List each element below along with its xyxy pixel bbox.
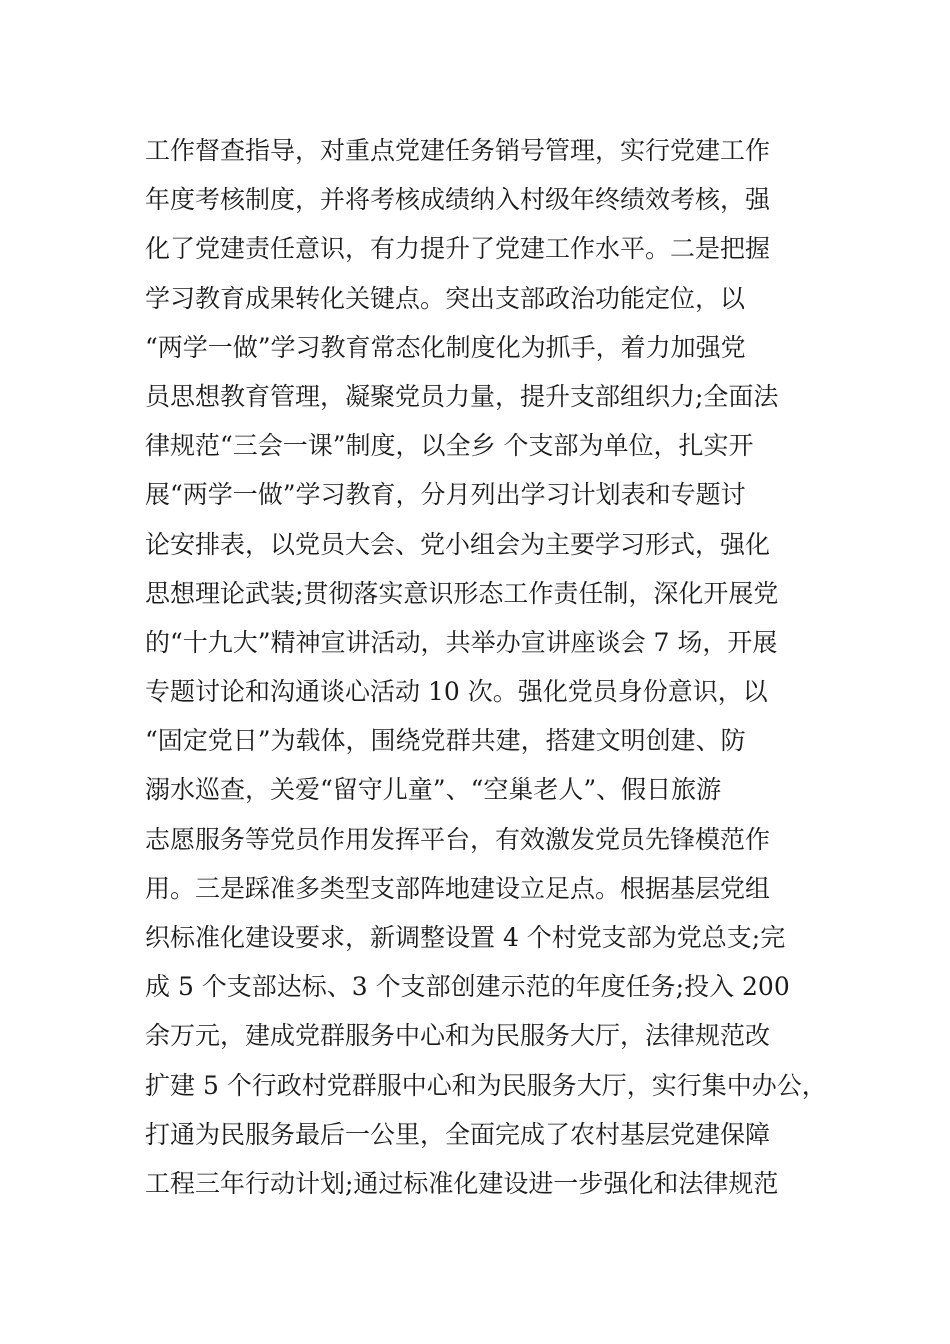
text-line: 成 5 个支部达标、3 个支部创建示范的年度任务;投入 200 <box>145 972 790 1002</box>
text-line: 志愿服务等党员作用发挥平台，有效激发党员先锋模范作 <box>145 824 771 854</box>
text-line: 工程三年行动计划;通过标准化建设进一步强化和法律规范 <box>145 1168 779 1198</box>
text-line: 展“两学一做”学习教育，分月列出学习计划表和专题讨 <box>145 480 746 510</box>
body-paragraph <box>145 126 845 1208</box>
text-line: 律规范“三会一课”制度，以全乡 个支部为单位，扎实开 <box>145 431 754 461</box>
text-line: 的“十九大”精神宣讲活动，共举办宣讲座谈会 7 场，开展 <box>145 627 778 657</box>
text-line: 思想理论武装;贯彻落实意识形态工作责任制，深化开展党 <box>145 578 779 608</box>
text-line: 工作督查指导，对重点党建任务销号管理，实行党建工作 <box>145 136 771 165</box>
text-line: 论安排表，以党员大会、党小组会为主要学习形式，强化 <box>145 529 771 559</box>
text-line: 化了党建责任意识，有力提升了党建工作水平。二是把握 <box>145 234 771 264</box>
text-line: 专题讨论和沟通谈心活动 10 次。强化党员身份意识，以 <box>145 677 768 707</box>
text-line: “两学一做”学习教育常态化制度化为抓手，着力加强党 <box>145 332 746 362</box>
text-line: 溺水巡查，关爱“留守儿童”、“空巢老人”、假日旅游 <box>145 775 722 805</box>
text-line: 打通为民服务最后一公里，全面完成了农村基层党建保障 <box>145 1119 771 1149</box>
text-line: 员思想教育管理，凝聚党员力量，提升支部组织力;全面法 <box>145 381 779 411</box>
text-line: 年度考核制度，并将考核成绩纳入村级年终绩效考核，强 <box>145 185 771 215</box>
text-line: 余万元，建成党群服务中心和为民服务大厅，法律规范改 <box>145 1021 771 1051</box>
text-line: 用。三是踩准多类型支部阵地建设立足点。根据基层党组 <box>145 873 771 903</box>
text-line: 扩建 5 个行政村党群服中心和为民服务大厅，实行集中办公， <box>145 1070 827 1100</box>
text-line: 学习教育成果转化关键点。突出支部政治功能定位，以 <box>145 283 746 313</box>
text-line: “固定党日”为载体，围绕党群共建，搭建文明创建、防 <box>145 726 746 756</box>
text-line: 织标准化建设要求，新调整设置 4 个村党支部为党总支;完 <box>145 923 786 952</box>
